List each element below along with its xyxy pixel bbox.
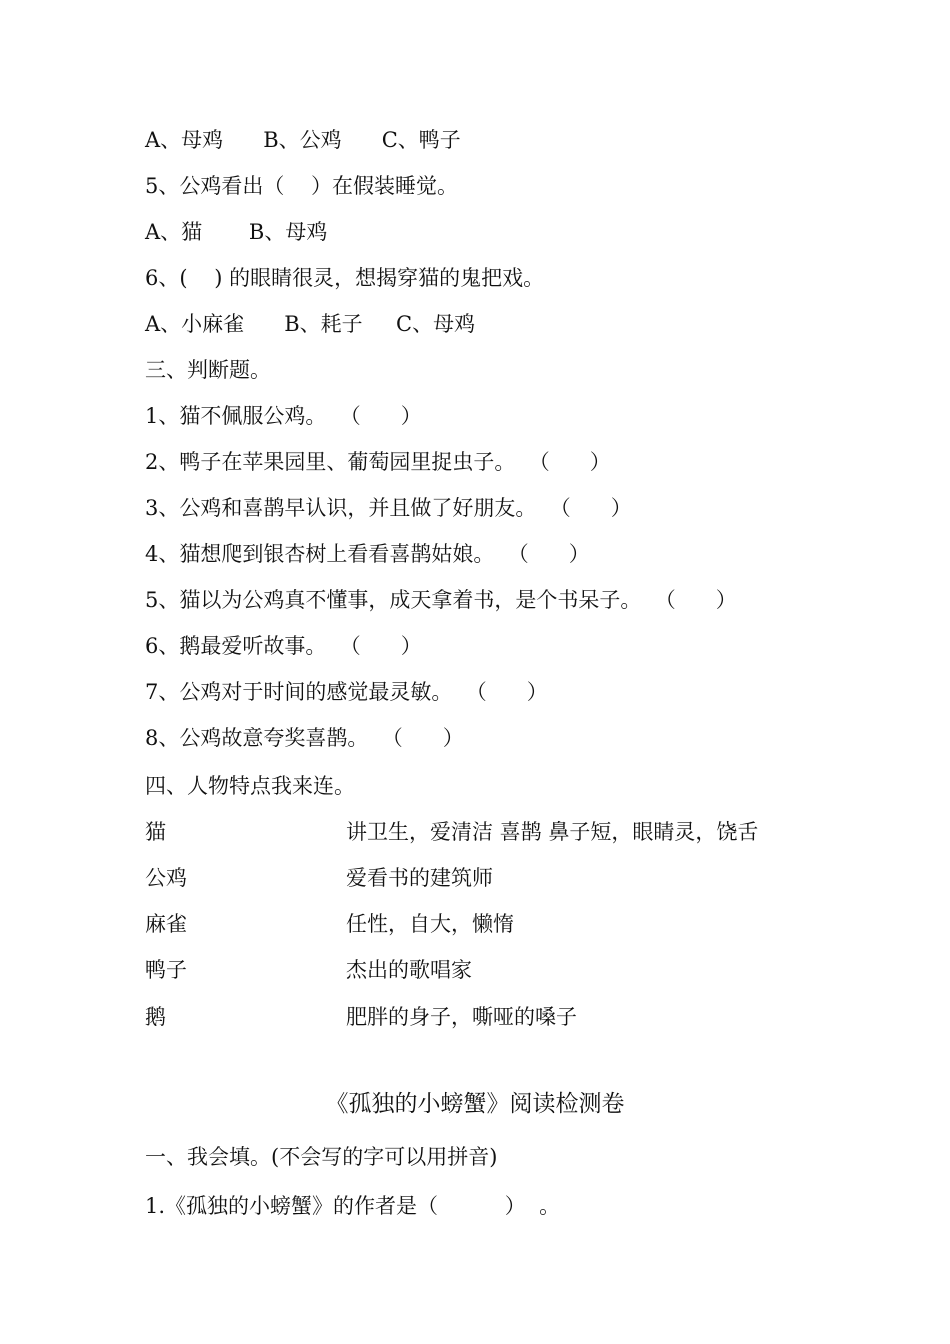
question-5: 5、公鸡看出（ ）在假装睡觉。 bbox=[145, 174, 459, 198]
test-section-1-heading: 一、我会填。(不会写的字可以用拼音) bbox=[145, 1145, 498, 1169]
judge-item-2: 2、鸭子在苹果园里、葡萄园里捉虫子。 （ ） bbox=[145, 450, 611, 474]
test-question-1: 1.《孤独的小螃蟹》的作者是（ ） 。 bbox=[145, 1194, 561, 1218]
judge-item-3: 3、公鸡和喜鹊早认识，并且做了好朋友。 （ ） bbox=[145, 496, 632, 520]
section-4-heading: 四、人物特点我来连。 bbox=[145, 774, 355, 798]
q6-options: A、小麻雀 B、耗子 C、母鸡 bbox=[145, 312, 476, 336]
match-left-2: 公鸡 bbox=[145, 866, 187, 890]
match-right-5: 肥胖的身子，嘶哑的嗓子 bbox=[346, 1005, 577, 1029]
question-6: 6、( ) 的眼睛很灵，想揭穿猫的鬼把戏。 bbox=[145, 266, 545, 290]
match-left-4: 鸭子 bbox=[145, 958, 187, 982]
judge-item-8: 8、公鸡故意夸奖喜鹊。 （ ） bbox=[145, 726, 464, 750]
match-left-1: 猫 bbox=[145, 820, 166, 844]
match-right-2: 爱看书的建筑师 bbox=[346, 866, 493, 890]
judge-item-7: 7、公鸡对于时间的感觉最灵敏。 （ ） bbox=[145, 680, 548, 704]
match-right-3: 任性，自大，懒惰 bbox=[346, 912, 514, 936]
match-right-4: 杰出的歌唱家 bbox=[346, 958, 472, 982]
test-title: 《孤独的小螃蟹》阅读检测卷 bbox=[325, 1091, 625, 1117]
section-3-heading: 三、判断题。 bbox=[145, 358, 271, 382]
q5-options: A、猫 B、母鸡 bbox=[145, 220, 328, 244]
q4-options: A、母鸡 B、公鸡 C、鸭子 bbox=[145, 128, 461, 152]
judge-item-1: 1、猫不佩服公鸡。 （ ） bbox=[145, 404, 422, 428]
judge-item-6: 6、鹅最爱听故事。 （ ） bbox=[145, 634, 422, 658]
judge-item-4: 4、猫想爬到银杏树上看看喜鹊姑娘。 （ ） bbox=[145, 542, 590, 566]
judge-item-5: 5、猫以为公鸡真不懂事，成天拿着书，是个书呆子。 （ ） bbox=[145, 588, 737, 612]
match-right-1: 讲卫生，爱清洁 喜鹊 鼻子短，眼睛灵，饶舌 bbox=[346, 820, 759, 844]
match-left-3: 麻雀 bbox=[145, 912, 187, 936]
match-left-5: 鹅 bbox=[145, 1005, 166, 1029]
